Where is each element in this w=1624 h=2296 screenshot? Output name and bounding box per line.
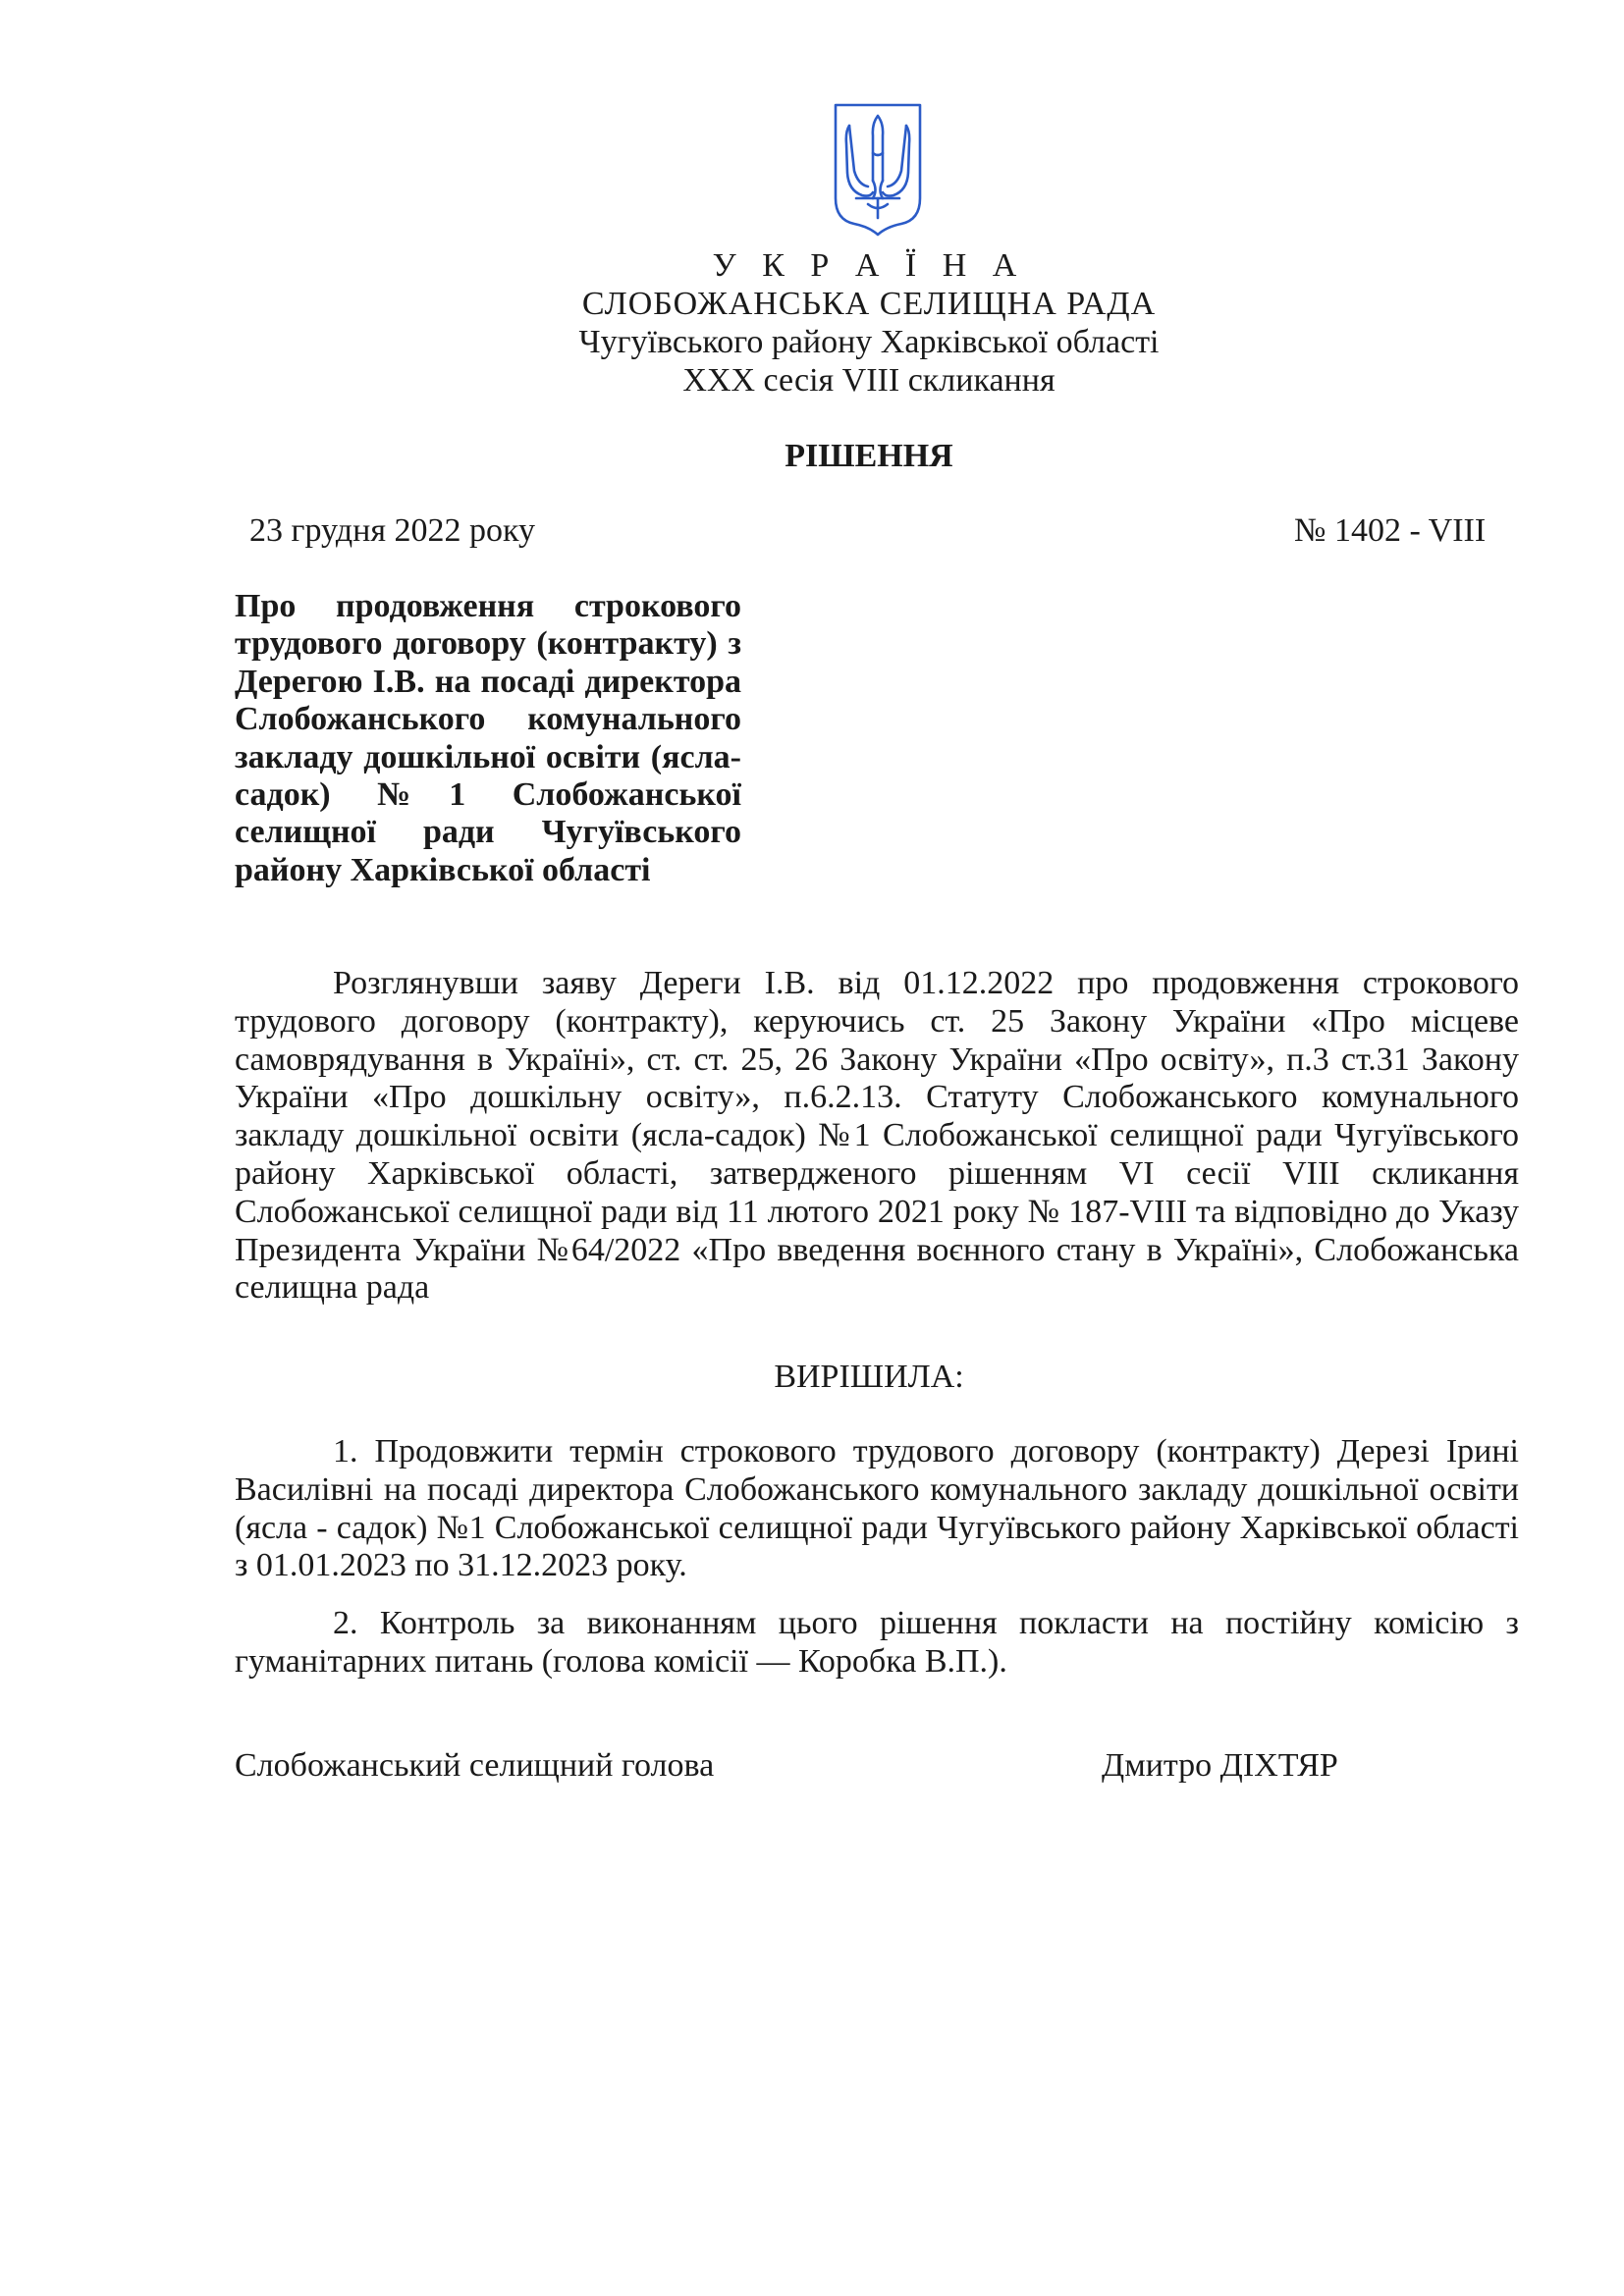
document-type: РІШЕННЯ [785, 438, 953, 474]
signer-title: Слобожанський селищний голова [235, 1747, 715, 1784]
decision-item-text: 1. Продовжити термін строкового трудового договору (контракту) Дерезі Ірині Василівні на посаді директора Слобожанського комунального закладу дошкільної освіти (ясла - садок) №1 Слобожанської селищної ради Чугуївського району Харківської області з 01.01.2023 по 31.12.2023 року. [235, 1433, 1519, 1584]
district-name: Чугуївського району Харківської області [578, 324, 1160, 360]
session-info: XXX сесія VIII скликання [682, 362, 1056, 399]
signer-name: Дмитро ДІХТЯР [1102, 1747, 1338, 1784]
country-name: У К Р А Ї Н А [712, 247, 1026, 284]
coat-of-arms-icon [833, 102, 923, 238]
council-name: СЛОБОЖАНСЬКА СЕЛИЩНА РАДА [581, 286, 1157, 322]
preamble-paragraph [235, 965, 1519, 1308]
decided-heading: ВИРІШИЛА: [774, 1359, 964, 1395]
document-subject: Про продовження строкового трудового договору (контракту) з Дерегою І.В. на посаді директора Слобожанського комунального закладу дошкільної освіти (ясла-садок) №1 Слобожанської селищної ради Чугуївського району Харківської області [235, 588, 741, 888]
preamble-text: Розглянувши заяву Дереги І.В. від 01.12.2022 про продовження строкового трудового договору (контракту), керуючись ст. 25 Закону України «Про місцеве самоврядування в Україні», ст. ст. 25, 26 Закону України «Про освіту», п.3 ст.31 Закону України «Про дошкільну освіту», п.6.2.13. Статуту Слобожанського комунального закладу дошкільної освіти (ясла-садок) №1 Слобожанської селищної ради Чугуївського району Харківської області, затвердженого рішенням VI сесії VIII скликання Слобожанської селищної ради від 11 лютого 2021 року № 187-VIII та відповідно до Указу Президента України №64/2022 «Про введення воєнного стану в Україні», Слобожанська селищна рада [235, 965, 1519, 1307]
decision-item [235, 1605, 1519, 1682]
document-number: № 1402 - VIII [1294, 512, 1487, 549]
decision-item [235, 1433, 1519, 1585]
decision-item-text: 2. Контроль за виконанням цього рішення покласти на постійну комісію з гуманітарних питань (голова комісії — Коробка В.П.). [235, 1605, 1519, 1680]
document-date: 23 грудня 2022 року [249, 512, 536, 549]
